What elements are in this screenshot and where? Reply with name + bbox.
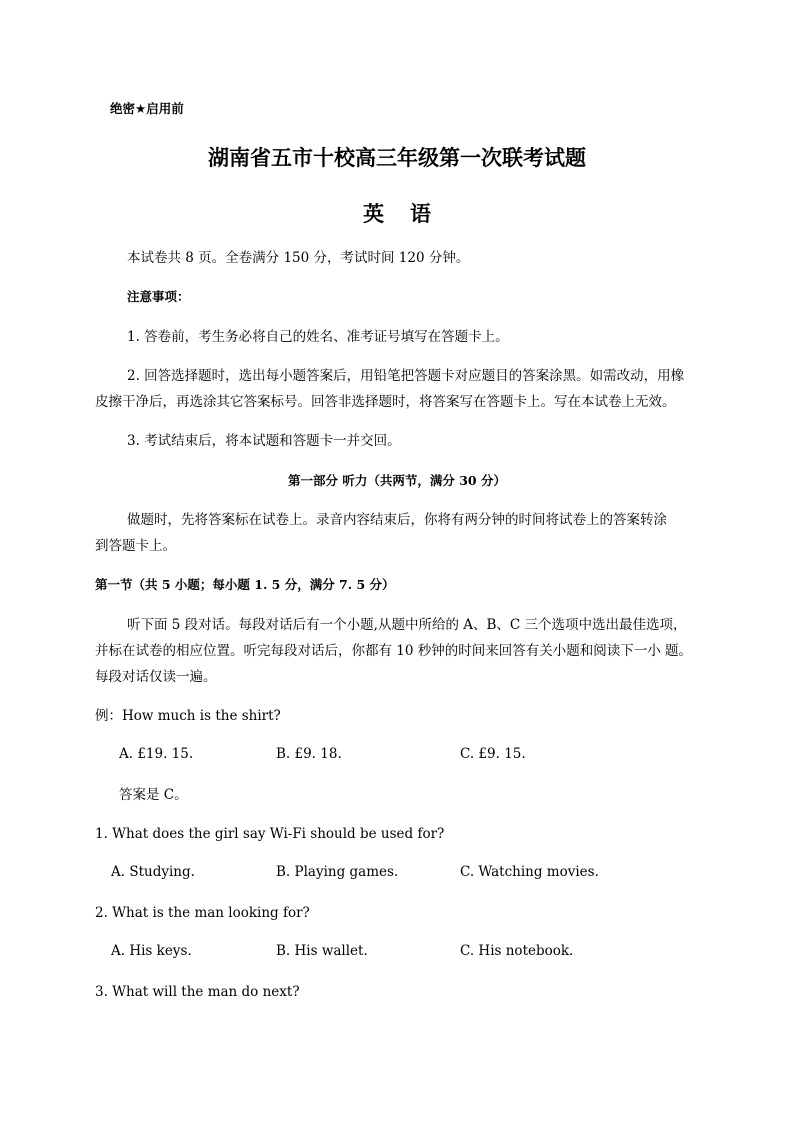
question-1: 1. What does the girl say Wi-Fi should be used for? xyxy=(95,826,445,842)
question-1-option-c: C. Watching movies. xyxy=(460,864,599,880)
exam-title: 湖南省五市十校高三年级第一次联考试题 xyxy=(208,146,586,170)
example-option-b: B. £9. 18. xyxy=(276,746,342,762)
section1-instruction-line-3: 每段对话仅读一遍。 xyxy=(95,669,217,685)
question-2-option-a: A. His keys. xyxy=(111,943,192,959)
part1-heading: 第一部分 听力（共两节，满分 30 分） xyxy=(288,473,506,488)
section1-heading: 第一节（共 5 小题；每小题 1. 5 分，满分 7. 5 分） xyxy=(95,577,395,592)
subject-title: 英语 xyxy=(363,202,457,226)
question-1-option-a: A. Studying. xyxy=(111,864,195,880)
section1-instruction-line-2: 并标在试卷的相应位置。听完每段对话后，你都有 10 秒钟的时间来回答有关小题和阅读下一小 题。 xyxy=(95,643,693,659)
notes-item-2-line-1: 2. 回答选择题时，选出每小题答案后，用铅笔把答题卡对应题目的答案涂黑。如需改动，用橡 xyxy=(127,368,685,384)
question-1-option-b: B. Playing games. xyxy=(276,864,399,880)
question-2-option-b: B. His wallet. xyxy=(276,943,368,959)
question-2-option-c: C. His notebook. xyxy=(460,943,574,959)
example-question: 例：How much is the shirt? xyxy=(95,708,281,724)
section1-instruction-line-1: 听下面 5 段对话。每段对话后有一个小题,从题中所给的 A、B、C 三个选项中选出最佳选项， xyxy=(127,617,687,633)
confidential-mark: 绝密★启用前 xyxy=(110,101,184,116)
example-option-a: A. £19. 15. xyxy=(119,746,194,762)
part1-instruction-line-2: 到答题卡上。 xyxy=(95,538,176,554)
notes-item-1: 1. 答卷前，考生务必将自己的姓名、准考证号填写在答题卡上。 xyxy=(127,329,509,345)
question-2: 2. What is the man looking for? xyxy=(95,905,310,921)
part1-instruction-line-1: 做题时，先将答案标在试卷上。录音内容结束后，你将有两分钟的时间将试卷上的答案转涂 xyxy=(127,512,667,528)
question-3: 3. What will the man do next? xyxy=(95,984,300,1000)
notes-item-2-line-2: 皮擦干净后，再选涂其它答案标号。回答非选择题时，将答案写在答题卡上。写在本试卷上无效。 xyxy=(95,394,676,410)
notes-item-3: 3. 考试结束后，将本试题和答题卡一并交回。 xyxy=(127,433,401,449)
example-option-c: C. £9. 15. xyxy=(460,746,526,762)
example-answer: 答案是 C。 xyxy=(119,787,188,803)
notes-heading: 注意事项： xyxy=(127,289,190,304)
intro-text: 本试卷共 8 页。全卷满分 150 分，考试时间 120 分钟。 xyxy=(127,250,470,266)
